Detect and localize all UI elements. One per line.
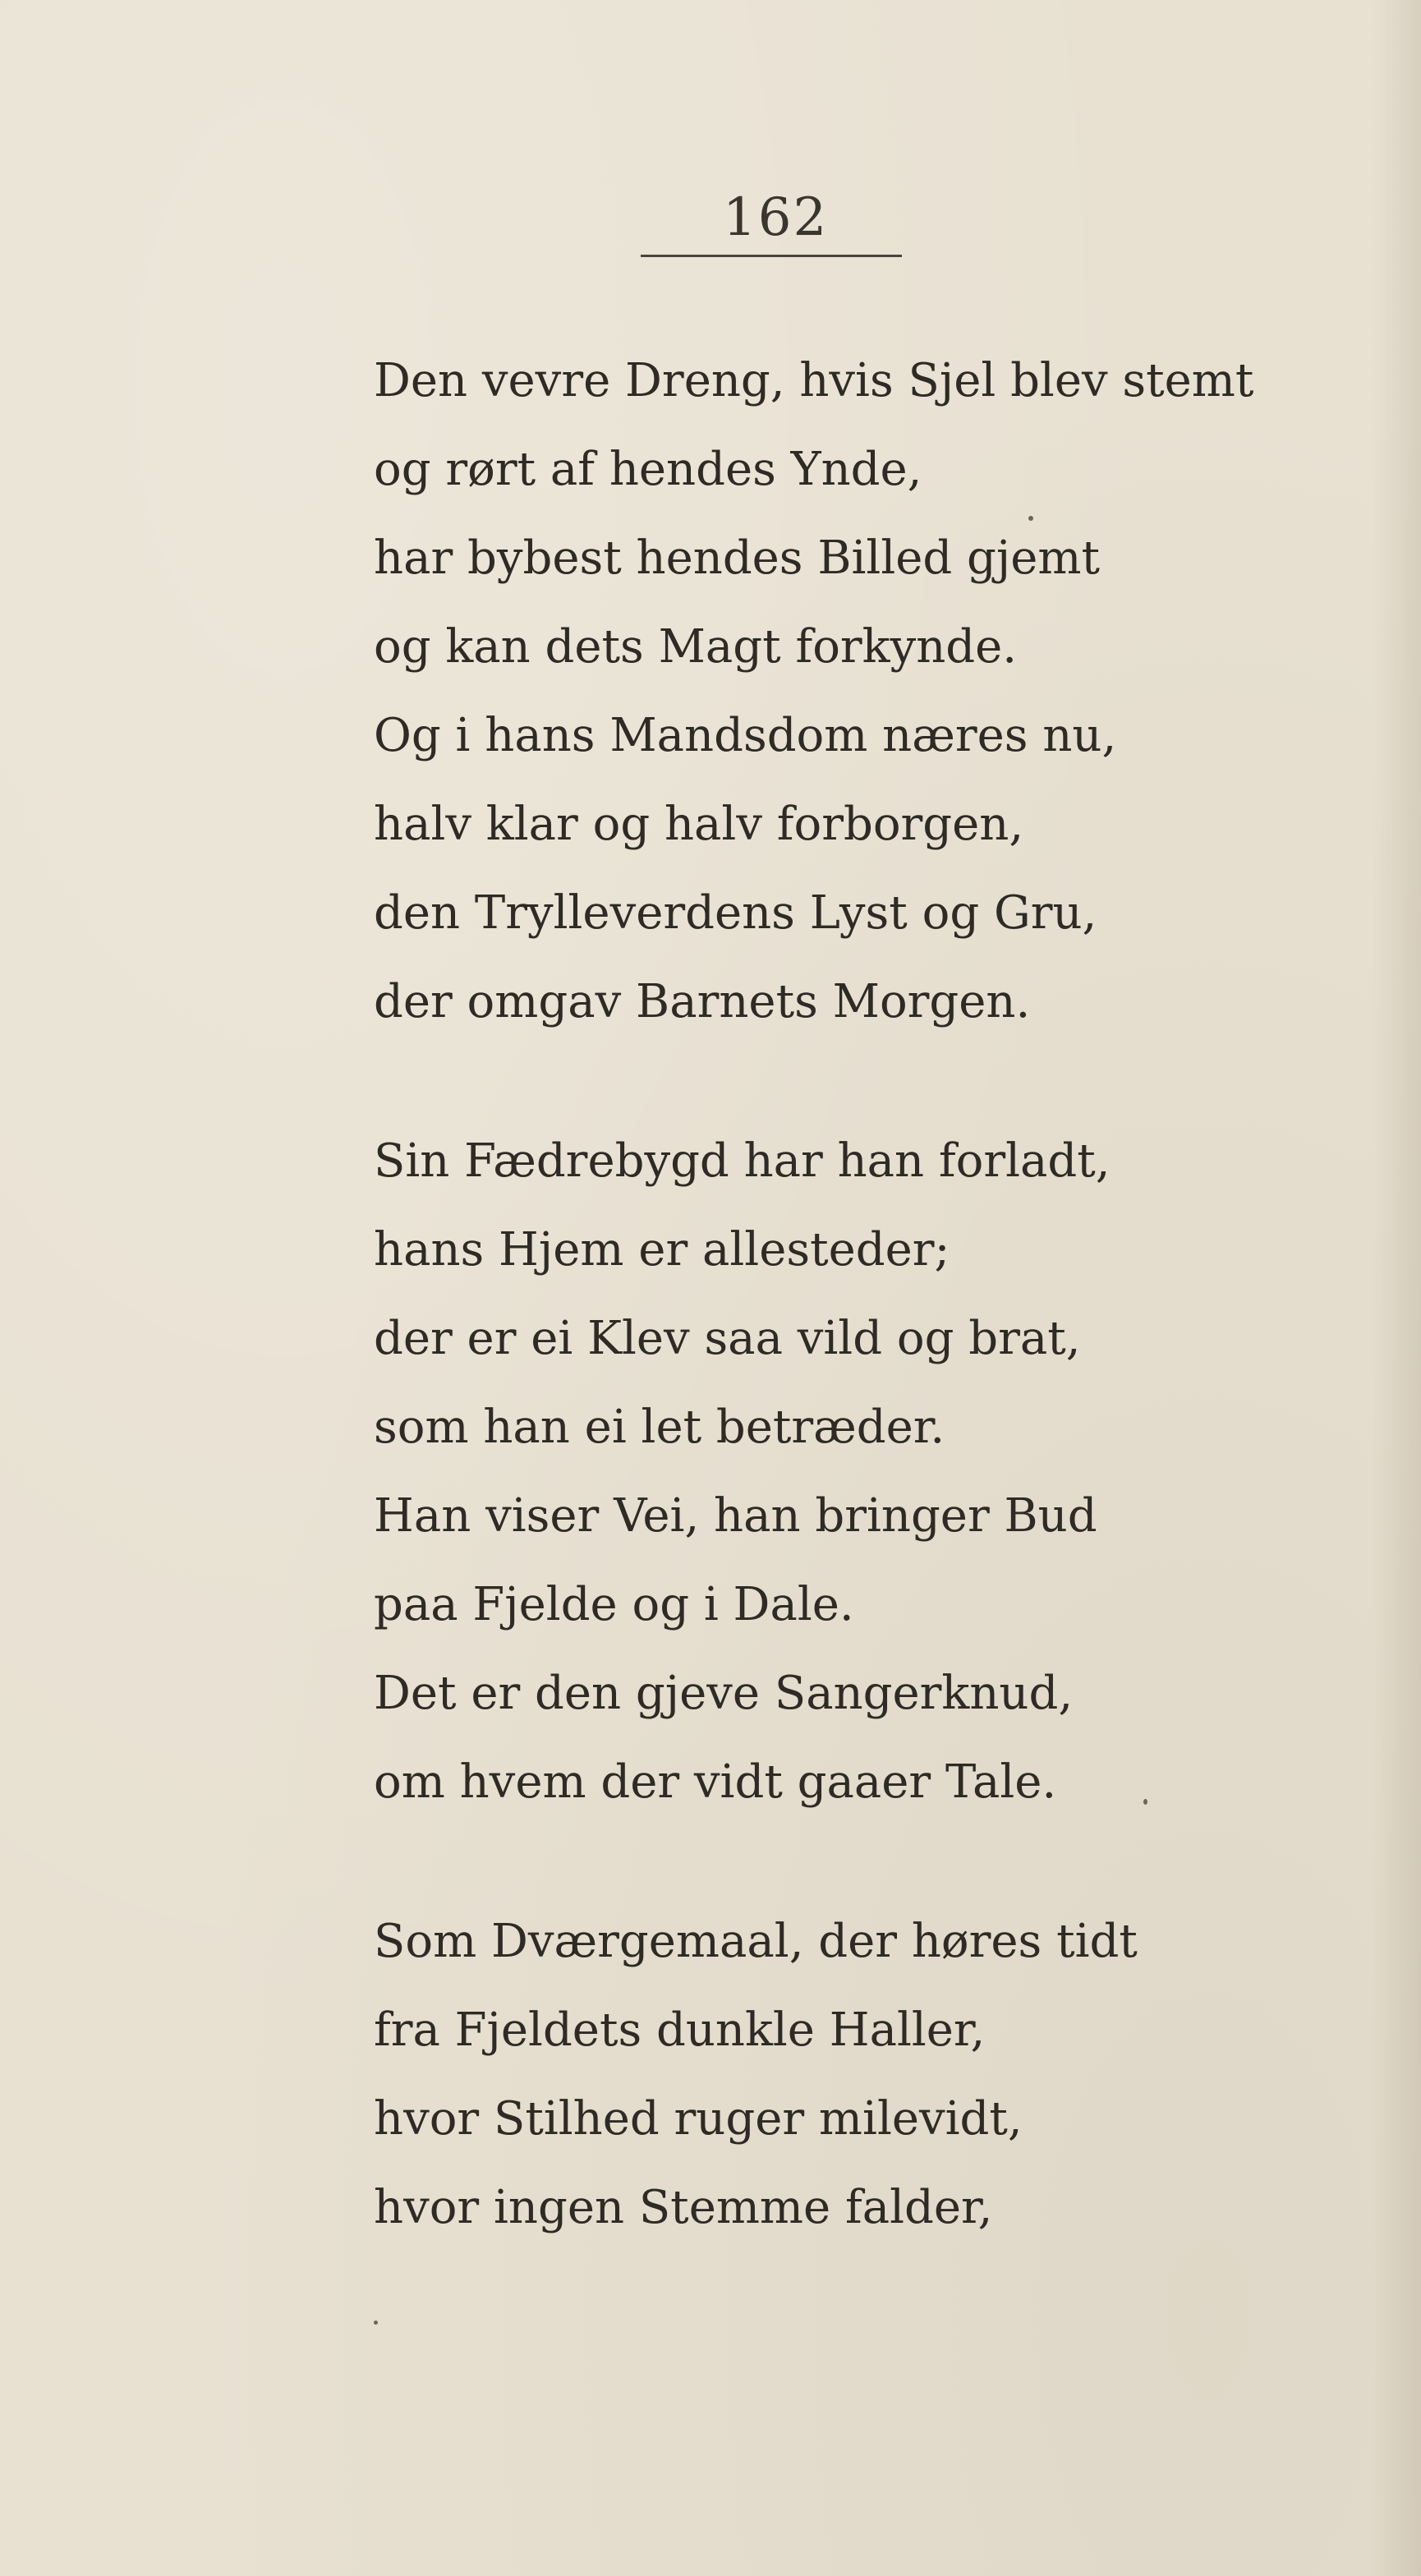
verse-line: og rørt af hendes Ynde, <box>374 443 922 496</box>
verse-line: Og i hans Mandsdom næres nu, <box>374 709 1117 762</box>
paper-speck <box>374 2321 378 2325</box>
stanza-1 <box>374 337 1254 1046</box>
verse-line: hvor Stilhed ruger milevidt, <box>374 2092 1023 2146</box>
verse-line: hvor ingen Stemme falder, <box>374 2181 993 2234</box>
stanza-3 <box>374 1898 1195 2252</box>
verse-line: halv klar og halv forborgen, <box>374 798 1024 851</box>
verse-line: paa Fjelde og i Dale. <box>374 1578 854 1631</box>
verse-line: Det er den gjeve Sangerknud, <box>374 1667 1074 1720</box>
stanza-2 <box>374 1117 1195 1827</box>
verse-line: og kan dets Magt forkynde. <box>374 620 1018 674</box>
verse-line: Sin Fædrebygd har han forladt, <box>374 1134 1111 1188</box>
verse-line: om hvem der vidt gaaer Tale. <box>374 1755 1057 1809</box>
paper-speck <box>1028 516 1033 521</box>
verse-line: den Trylleverdens Lyst og Gru, <box>374 886 1097 940</box>
verse-line: Den vevre Dreng, hvis Sjel blev stemt <box>374 354 1254 407</box>
verse-line: der er ei Klev saa vild og brat, <box>374 1312 1081 1365</box>
verse-line: hans Hjem er allesteder; <box>374 1223 950 1276</box>
verse-line: fra Fjeldets dunkle Haller, <box>374 2003 986 2057</box>
verse-line: Som Dværgemaal, der høres tidt <box>374 1915 1138 1968</box>
verse-line: som han ei let betræder. <box>374 1401 945 1454</box>
paper-speck <box>1143 1799 1147 1805</box>
verse-line: der omgav Barnets Morgen. <box>374 975 1031 1028</box>
page-number: 162 <box>723 187 829 248</box>
header-rule <box>641 255 902 257</box>
page-edge-shadow <box>1372 0 1421 2576</box>
verse-line: har bybest hendes Billed gjemt <box>374 531 1100 585</box>
verse-line: Han viser Vei, han bringer Bud <box>374 1489 1097 1543</box>
